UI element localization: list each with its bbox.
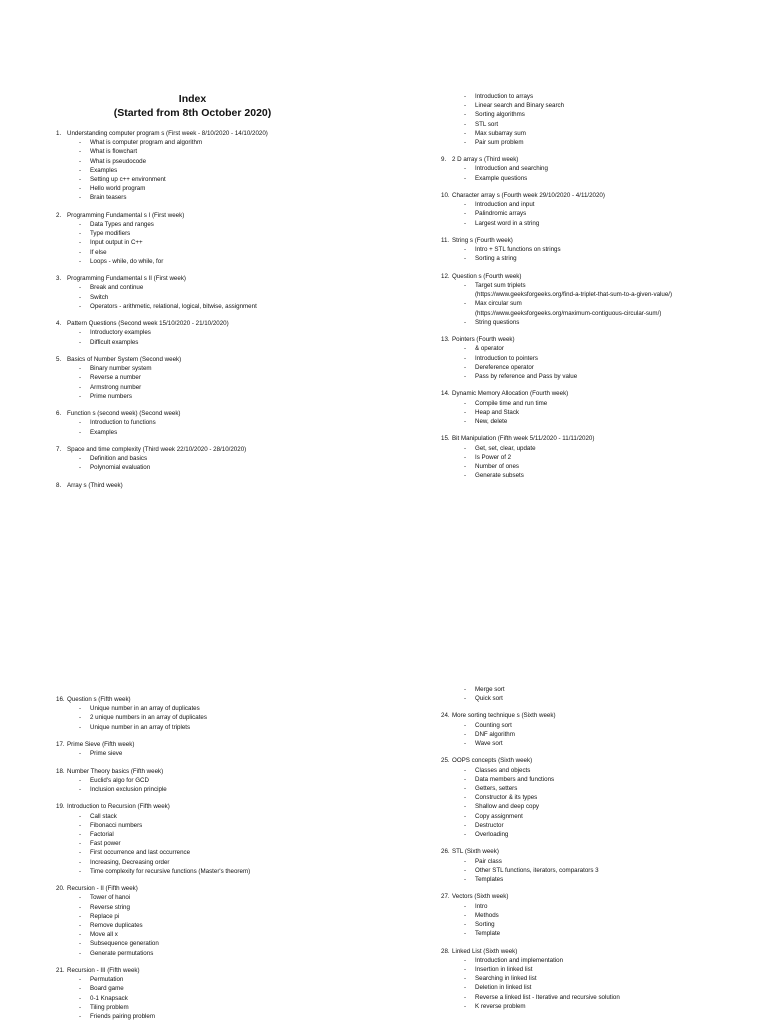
topic-list: [56, 893, 386, 957]
list-item: - Subsequence generation: [56, 939, 386, 948]
list-item: - & operator: [441, 344, 768, 353]
topic-list: [56, 454, 386, 472]
list-item: - Example questions: [441, 174, 768, 183]
title-line-1: Index: [178, 93, 207, 105]
list-item: - Templates: [441, 875, 768, 884]
list-item: - Armstrong number: [56, 383, 386, 392]
index-section: [441, 434, 768, 480]
section-title: [56, 966, 386, 975]
list-item: - Operators - arithmetic, relational, logical, bitwise, assignment: [56, 302, 386, 311]
section-heading: String s (Fourth week): [452, 237, 513, 245]
section-number: 19.: [56, 803, 65, 811]
topic-list: [441, 281, 768, 327]
section-number: 21.: [56, 967, 65, 975]
list-item: - String questions: [441, 318, 768, 327]
list-item: - Time complexity for recursive functions (Master's theorem): [56, 867, 386, 876]
section-heading: Pattern Questions (Second week 15/10/2020 - 21/10/2020): [67, 320, 229, 328]
section-heading: Array s (Third week): [67, 481, 123, 489]
index-section: [56, 884, 386, 958]
section-heading: Vectors (Sixth week): [452, 893, 509, 901]
section-number: 25.: [441, 757, 450, 765]
list-item: - Sorting a string: [441, 254, 768, 263]
section-heading: 2 D array s (Third week): [452, 156, 519, 164]
index-section: [56, 445, 386, 473]
list-item: - What is pseudocode: [56, 157, 386, 166]
section-heading: Basics of Number System (Second week): [67, 356, 182, 364]
topic-list: [441, 399, 768, 427]
left-column: [56, 129, 386, 498]
topic-list: [56, 418, 386, 436]
section-number: 13.: [441, 336, 450, 344]
list-item-line: (https://www.geeksforgeeks.org/find-a-triplet-that-sum-to-a-given-value/): [475, 291, 673, 299]
list-item: - Intro + STL functions on strings: [441, 245, 768, 254]
list-item: - Linear search and Binary search: [441, 101, 768, 110]
section-number: 12.: [441, 272, 450, 280]
list-item: - Pair class: [441, 857, 768, 866]
section-title: [56, 740, 386, 749]
topic-list: [441, 721, 768, 749]
topic-list: [441, 200, 768, 228]
list-item: - Dereference operator: [441, 363, 768, 372]
list-item: - Number of ones: [441, 462, 768, 471]
list-item: - Introductory examples: [56, 328, 386, 337]
section-number: 17.: [56, 741, 65, 748]
section-number: 20.: [56, 885, 65, 893]
list-item: - Searching in linked list: [441, 974, 768, 983]
list-item-line: (https://www.geeksforgeeks.org/maximum-contiguous-circular-sum/): [475, 309, 662, 317]
section-title: [56, 802, 386, 811]
section-title: [441, 389, 768, 398]
index-section: [56, 274, 386, 311]
section-number: 9.: [441, 156, 447, 164]
section-number: 2.: [56, 211, 62, 219]
section-title: [56, 409, 386, 418]
list-item: - Prime sieve: [56, 749, 386, 758]
section-title: [441, 892, 768, 901]
index-section: [441, 847, 768, 884]
topic-list: [441, 164, 768, 182]
index-section: [56, 129, 386, 203]
list-item: - Pass by reference and Pass by value: [441, 372, 768, 381]
section-number: 26.: [441, 848, 450, 856]
index-section: [441, 947, 768, 1011]
topic-list: [56, 975, 386, 1021]
topic-list: [441, 344, 768, 381]
section-heading: OOPS concepts (Sixth week): [452, 757, 533, 765]
right-column: [441, 92, 768, 489]
section-title: [441, 272, 768, 281]
left-column: [56, 695, 386, 1024]
list-item: - Heap and Stack: [441, 408, 768, 417]
list-item: - Difficult examples: [56, 338, 386, 347]
list-item: - Data Types and ranges: [56, 220, 386, 229]
section-title: [56, 884, 386, 893]
right-column: [441, 685, 768, 1019]
list-item: - Getters, setters: [441, 784, 768, 793]
continued-topic-list: [441, 685, 768, 703]
list-item: - Inclusion exclusion principle: [56, 785, 386, 794]
list-item: - Compile time and run time: [441, 399, 768, 408]
list-item: - Setting up c++ environment: [56, 175, 386, 184]
list-item: - Type modifiers: [56, 229, 386, 238]
section-heading: Pointers (Fourth week): [452, 336, 515, 344]
list-item: - Deletion in linked list: [441, 983, 768, 992]
section-heading: Programming Fundamental s I (First week): [67, 211, 185, 219]
list-item: - Introduction and implementation: [441, 956, 768, 965]
section-number: 16.: [56, 696, 65, 703]
topic-list: [56, 138, 386, 202]
document-page-2: [0, 512, 768, 1024]
index-section: [56, 211, 386, 266]
topic-list: [441, 444, 768, 481]
topic-list: [56, 364, 386, 401]
list-item: - Insertion in linked list: [441, 965, 768, 974]
list-item: - Hello world program: [56, 184, 386, 193]
section-heading: Introduction to Recursion (Fifth week): [67, 803, 170, 811]
section-number: 8.: [56, 481, 62, 489]
list-item: - If else: [56, 248, 386, 257]
list-item: - Examples: [56, 166, 386, 175]
list-item: - Move all x: [56, 930, 386, 939]
section-heading: Recursion - III (Fifth week): [67, 967, 140, 975]
index-section: [441, 756, 768, 839]
index-section: [441, 155, 768, 183]
index-section: [56, 695, 386, 732]
list-item: - What is computer program and algorithm: [56, 138, 386, 147]
list-item: - New, delete: [441, 417, 768, 426]
index-section: [441, 711, 768, 748]
list-item: - Destructor: [441, 821, 768, 830]
list-item: - Reverse string: [56, 903, 386, 912]
topic-list: [56, 704, 386, 732]
section-number: 4.: [56, 320, 62, 328]
list-item: - Introduction and searching: [441, 164, 768, 173]
list-item: - Unique number in an array of duplicates: [56, 704, 386, 713]
topic-list: [56, 283, 386, 311]
section-title: [441, 847, 768, 856]
section-number: 14.: [441, 390, 450, 398]
section-number: 15.: [441, 435, 450, 443]
section-heading: Question s (Fourth week): [452, 272, 522, 280]
list-item: - Prime numbers: [56, 392, 386, 401]
list-item: - Reverse a number: [56, 373, 386, 382]
list-item: - Friends pairing problem: [56, 1012, 386, 1021]
topic-list: [441, 245, 768, 263]
list-item: - Increasing, Decreasing order: [56, 858, 386, 867]
list-item: - Introduction to pointers: [441, 354, 768, 363]
list-item: - Introduction to arrays: [441, 92, 768, 101]
topic-list: [56, 776, 386, 794]
list-item: - Examples: [56, 428, 386, 437]
list-item: - Overloading: [441, 830, 768, 839]
list-item: - Switch: [56, 293, 386, 302]
list-item: - Polynomial evaluation: [56, 463, 386, 472]
section-title: [56, 355, 386, 364]
index-section: [441, 236, 768, 264]
section-heading: Number Theory basics (Fifth week): [67, 767, 164, 775]
list-item: - Counting sort: [441, 721, 768, 730]
list-item: - 2 unique numbers in an array of duplicates: [56, 713, 386, 722]
index-section: [56, 319, 386, 347]
section-number: 27.: [441, 893, 450, 901]
list-item: - Reverse a linked list - Iterative and recursive solution: [441, 993, 768, 1002]
list-item: - Intro: [441, 902, 768, 911]
list-item: - Get, set, clear, update: [441, 444, 768, 453]
index-section: [56, 740, 386, 758]
index-section: [56, 802, 386, 876]
section-title: [441, 236, 768, 245]
list-item: - STL sort: [441, 120, 768, 129]
list-item: - Palindromic arrays: [441, 209, 768, 218]
list-item: - Binary number system: [56, 364, 386, 373]
list-item: - Loops - while, do while, for: [56, 257, 386, 266]
list-item: - What is flowchart: [56, 147, 386, 156]
topic-list: [441, 902, 768, 939]
topic-list: [56, 220, 386, 266]
continued-topic-list: [441, 92, 768, 147]
section-title: [441, 155, 768, 164]
list-item: - Remove duplicates: [56, 921, 386, 930]
list-item: [441, 299, 768, 317]
list-item: - Call stack: [56, 812, 386, 821]
list-item: - First occurrence and last occurrence: [56, 848, 386, 857]
section-heading: STL (Sixth week): [452, 848, 499, 856]
index-section: [441, 335, 768, 381]
section-number: 11.: [441, 237, 450, 245]
list-item: - Methods: [441, 911, 768, 920]
list-item-line: - Target sum triplets: [475, 282, 526, 290]
list-item: - Permutation: [56, 975, 386, 984]
list-item-line: - Max circular sum: [475, 300, 522, 308]
list-item: - Break and continue: [56, 283, 386, 292]
index-section: [56, 355, 386, 401]
list-item: - Copy assignment: [441, 812, 768, 821]
topic-list: [441, 956, 768, 1011]
list-item: - Data members and functions: [441, 775, 768, 784]
list-item: - Euclid's algo for GCD: [56, 776, 386, 785]
section-title: [56, 481, 386, 490]
section-heading: Dynamic Memory Allocation (Fourth week): [452, 390, 569, 398]
index-section: [56, 966, 386, 1021]
title-line-2: (Started from 8th October 2020): [113, 107, 272, 119]
list-item: - Tower of hanoi: [56, 893, 386, 902]
topic-list: [56, 749, 386, 758]
list-item: - Shallow and deep copy: [441, 802, 768, 811]
list-item: - Pair sum problem: [441, 138, 768, 147]
list-item: - Fast power: [56, 839, 386, 848]
list-item: [441, 281, 768, 299]
section-number: 7.: [56, 446, 62, 454]
topic-list: [56, 328, 386, 346]
list-item: - Definition and basics: [56, 454, 386, 463]
list-item: - Generate permutations: [56, 949, 386, 958]
section-heading: More sorting technique s (Sixth week): [452, 712, 556, 720]
list-item: - Factorial: [56, 830, 386, 839]
section-heading: Linked List (Sixth week): [452, 947, 518, 955]
section-heading: Space and time complexity (Third week 22/10/2020 - 28/10/2020): [67, 446, 247, 454]
list-item: - Board game: [56, 984, 386, 993]
list-item: - Constructor & its types: [441, 793, 768, 802]
list-item: - Max subarray sum: [441, 129, 768, 138]
section-title: [56, 445, 386, 454]
index-section: [56, 767, 386, 795]
section-title: [441, 711, 768, 720]
list-item: - Fibonacci numbers: [56, 821, 386, 830]
section-title: [56, 129, 386, 138]
index-section: [441, 389, 768, 426]
section-heading: Function s (second week) (Second week): [67, 410, 181, 418]
index-section: [441, 191, 768, 228]
section-heading: Bit Manipulation (Fifth week 5/11/2020 - 11/11/2020): [452, 435, 595, 443]
list-item: - Brain teasers: [56, 193, 386, 202]
list-item: - Input output in C++: [56, 238, 386, 247]
section-number: 18.: [56, 767, 65, 775]
section-number: 3.: [56, 275, 62, 283]
page-title: [90, 92, 295, 120]
list-item: - Introduction to functions: [56, 418, 386, 427]
section-title: [441, 335, 768, 344]
section-number: 6.: [56, 410, 62, 418]
section-heading: Character array s (Fourth week 29/10/2020 - 4/11/2020): [452, 192, 605, 200]
list-item: - DNF algorithm: [441, 730, 768, 739]
section-number: 24.: [441, 712, 450, 720]
list-item: - K reverse problem: [441, 1002, 768, 1011]
list-item: - Generate subsets: [441, 471, 768, 480]
list-item: - Largest word in a string: [441, 219, 768, 228]
list-item: - Sorting: [441, 920, 768, 929]
section-title: [56, 211, 386, 220]
list-item: - Introduction and input: [441, 200, 768, 209]
list-item: - Other STL functions, iterators, comparators 3: [441, 866, 768, 875]
section-title: [441, 191, 768, 200]
section-title: [56, 695, 386, 704]
list-item: - Unique number in an array of triplets: [56, 723, 386, 732]
list-item: - Is Power of 2: [441, 453, 768, 462]
section-number: 5.: [56, 356, 62, 364]
section-heading: Question s (Fifth week): [67, 696, 131, 703]
index-section: [56, 481, 386, 490]
list-item: - Classes and objects: [441, 766, 768, 775]
list-item: - Tiling problem: [56, 1003, 386, 1012]
topic-list: [56, 812, 386, 876]
section-title: [56, 767, 386, 776]
list-item: - Quick sort: [441, 694, 768, 703]
section-number: 10.: [441, 192, 450, 200]
section-title: [56, 274, 386, 283]
index-section: [441, 272, 768, 327]
index-section: [441, 892, 768, 938]
section-heading: Programming Fundamental s II (First week): [67, 275, 186, 283]
section-title: [441, 756, 768, 765]
list-item: - Merge sort: [441, 685, 768, 694]
section-heading: Recursion - II (Fifth week): [67, 885, 138, 893]
section-number: 28.: [441, 947, 450, 955]
section-title: [56, 319, 386, 328]
topic-list: [441, 766, 768, 840]
list-item: - 0-1 Knapsack: [56, 994, 386, 1003]
index-section: [56, 409, 386, 437]
topic-list: [441, 857, 768, 885]
section-number: 1.: [56, 130, 62, 137]
section-title: [441, 947, 768, 956]
section-title: [441, 434, 768, 443]
section-heading: Understanding computer program s (First week - 8/10/2020 - 14/10/2020): [67, 130, 268, 137]
section-heading: Prime Sieve (Fifth week): [67, 741, 135, 748]
list-item: - Wave sort: [441, 739, 768, 748]
list-item: - Replace pi: [56, 912, 386, 921]
list-item: - Sorting algorithms: [441, 110, 768, 119]
list-item: - Template: [441, 929, 768, 938]
